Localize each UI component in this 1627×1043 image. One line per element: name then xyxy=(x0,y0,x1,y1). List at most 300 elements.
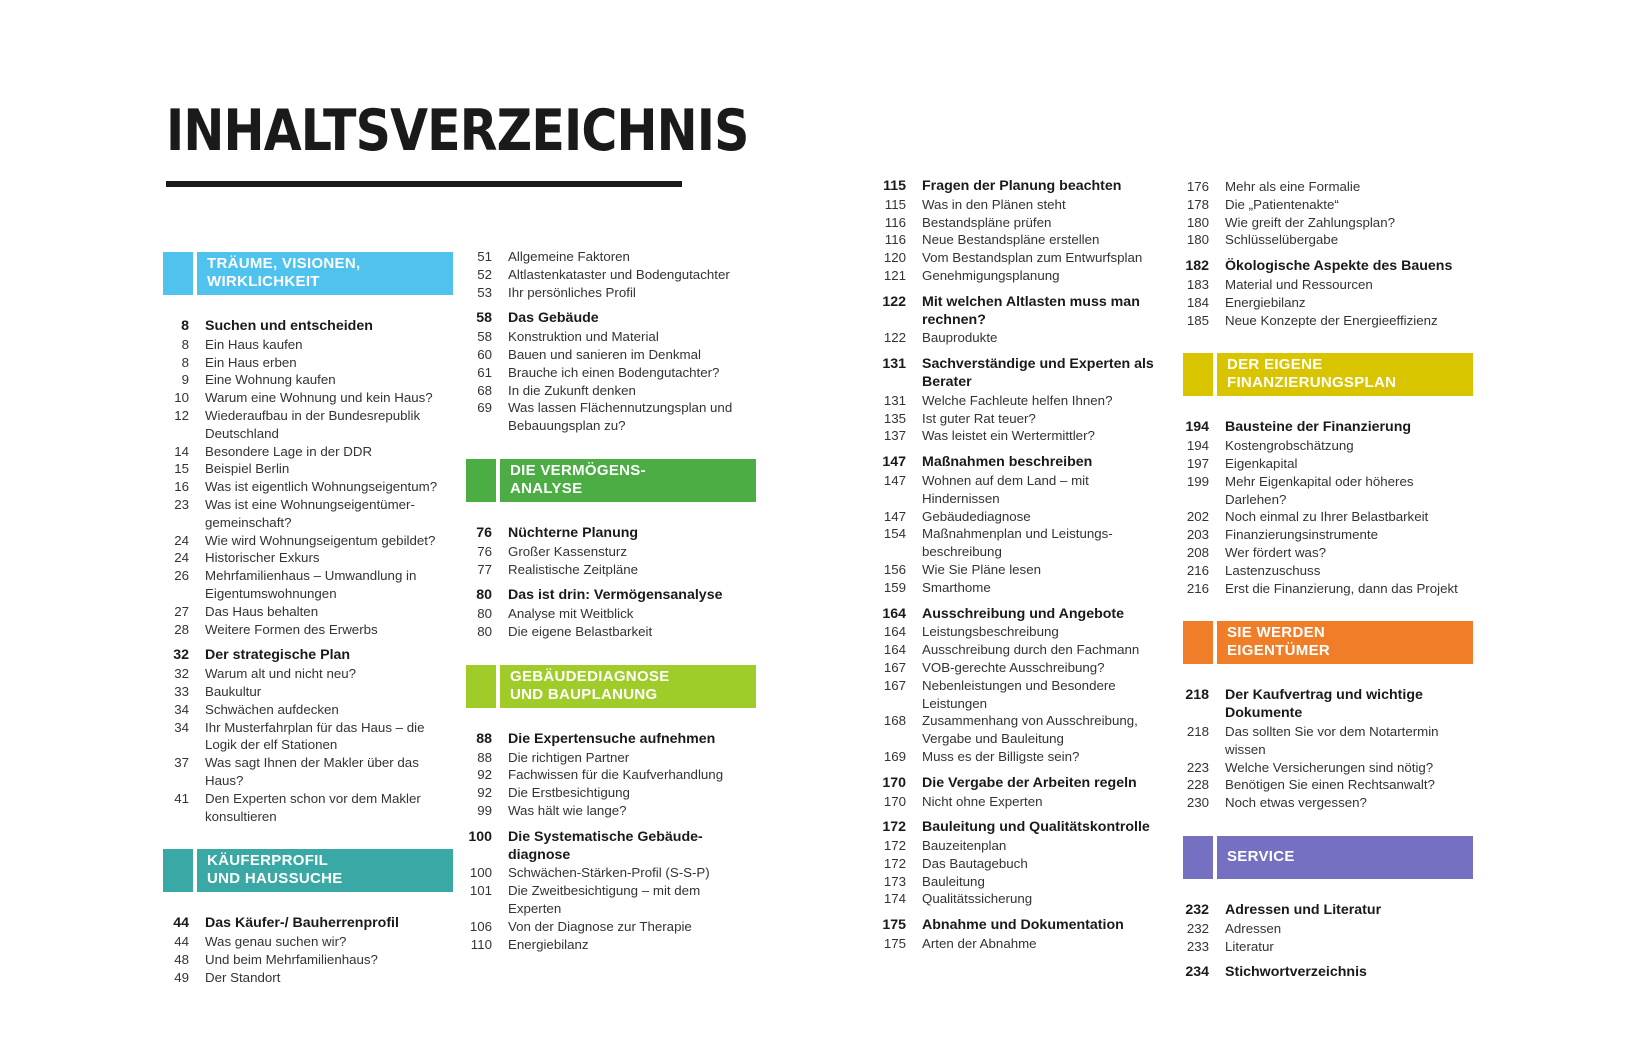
page-number: 80 xyxy=(476,587,492,604)
page-number: 176 xyxy=(1186,179,1209,194)
entry-title: Abnahme und Dokumentation xyxy=(922,917,1124,934)
toc-entry xyxy=(880,214,1170,232)
entry-title: Der Kaufvertrag und wichtige Dokumente xyxy=(1225,687,1423,722)
entry-title: Welche Fachleute helfen Ihnen? xyxy=(922,392,1113,408)
entry-title: Muss es der Billigste sein? xyxy=(922,748,1080,764)
toc-entry xyxy=(466,543,756,561)
toc-entry xyxy=(163,496,453,532)
page-number: 233 xyxy=(1186,938,1209,954)
toc-entry xyxy=(1183,455,1473,473)
page-number: 121 xyxy=(883,267,906,283)
section-header-finanzierung xyxy=(1183,353,1473,396)
entry-title: Suchen und entscheiden xyxy=(205,318,373,334)
entry-title: Realistische Zeitpläne xyxy=(508,561,639,577)
toc-group xyxy=(1183,687,1473,812)
toc-entry xyxy=(1183,178,1473,196)
page-number: 147 xyxy=(883,472,906,488)
entry-title: Das Bautagebuch xyxy=(922,855,1028,871)
toc-entry xyxy=(880,329,1170,347)
page-number: 26 xyxy=(174,568,189,584)
entry-title: Und beim Mehrfamilienhaus? xyxy=(205,951,378,967)
toc-chapter xyxy=(163,318,453,336)
page-number: 9 xyxy=(181,372,189,388)
entry-title: Schwächen-Stärken-Profil (S-S-P) xyxy=(508,865,710,881)
entry-title: Besondere Lage in der DDR xyxy=(205,443,373,459)
entry-title: Material und Ressourcen xyxy=(1225,276,1373,292)
entry-title: Warum alt und nicht neu? xyxy=(205,666,357,682)
page-number: 115 xyxy=(883,178,906,194)
page-number: 51 xyxy=(477,249,492,264)
entry-title: Die „Patientenakte“ xyxy=(1225,196,1339,212)
toc-entry xyxy=(466,936,756,954)
toc-column-2 xyxy=(466,248,756,953)
toc-entry xyxy=(880,196,1170,214)
page-number: 232 xyxy=(1186,920,1209,936)
page-number: 52 xyxy=(477,266,492,282)
toc-entry xyxy=(466,766,756,784)
page-number: 180 xyxy=(1186,214,1209,230)
section-title: SERVICE xyxy=(1217,836,1473,879)
entry-title: Gebäudediagnose xyxy=(922,508,1031,524)
toc-group xyxy=(466,587,756,640)
entry-title: In die Zukunft denken xyxy=(508,382,636,398)
toc-entry xyxy=(1183,562,1473,580)
entry-title: Wie greift der Zahlungsplan? xyxy=(1225,214,1395,230)
toc-entry xyxy=(163,336,453,354)
entry-title: Allgemeine Faktoren xyxy=(508,249,630,264)
page-number: 218 xyxy=(1185,687,1209,704)
toc-entry xyxy=(1183,759,1473,777)
page-number: 122 xyxy=(883,330,906,346)
entry-title: Bestandspläne prüfen xyxy=(922,214,1052,230)
page-number: 173 xyxy=(883,873,906,889)
entry-title: Großer Kassensturz xyxy=(508,543,627,559)
toc-chapter xyxy=(880,775,1170,793)
page-number: 32 xyxy=(173,647,189,664)
page-number: 60 xyxy=(477,346,492,362)
entry-title: Der Standort xyxy=(205,969,281,985)
page-number: 106 xyxy=(469,918,492,934)
page-number: 34 xyxy=(174,719,189,735)
page-number: 24 xyxy=(174,550,189,566)
toc-chapter xyxy=(1183,964,1473,982)
entry-title: Die Vergabe der Arbeiten regeln xyxy=(922,774,1137,791)
page-number: 122 xyxy=(882,293,906,310)
toc-entry xyxy=(466,784,756,802)
page-number: 8 xyxy=(181,336,189,352)
toc-group xyxy=(466,731,756,820)
toc-group xyxy=(1183,964,1473,982)
page-number: 23 xyxy=(174,496,189,512)
entry-title: Das sollten Sie vor dem Notartermin wissen xyxy=(1225,723,1439,757)
toc-chapter xyxy=(880,178,1170,196)
page-number: 137 xyxy=(883,428,906,444)
toc-entry xyxy=(1183,580,1473,598)
page-number: 80 xyxy=(477,623,492,639)
toc-chapter xyxy=(466,829,756,865)
toc-entry xyxy=(1183,312,1473,330)
toc-entry xyxy=(880,579,1170,597)
entry-title: Weitere Formen des Erwerbs xyxy=(205,621,378,637)
toc-chapter xyxy=(880,917,1170,935)
toc-entry xyxy=(466,918,756,936)
toc-entry xyxy=(163,951,453,969)
entry-title: Genehmigungsplanung xyxy=(922,267,1060,283)
toc-entry xyxy=(880,267,1170,285)
page-number: 49 xyxy=(174,969,189,985)
entry-title: Analyse mit Weitblick xyxy=(508,606,634,622)
section-title: DIE VERMÖGENS- ANALYSE xyxy=(500,459,756,502)
toc-entry xyxy=(1183,794,1473,812)
page-number: 32 xyxy=(174,666,189,682)
page-number: 100 xyxy=(468,828,492,845)
section-title: SIE WERDEN EIGENTÜMER xyxy=(1217,621,1473,664)
entry-title: Sachverständige und Experten als Berater xyxy=(922,356,1154,390)
entry-title: Mehrfamilienhaus – Umwandlung in Eigentumswohnungen xyxy=(205,568,417,601)
page-number: 203 xyxy=(1186,527,1209,543)
toc-group xyxy=(1183,902,1473,955)
toc-entry xyxy=(880,249,1170,267)
toc-group xyxy=(466,525,756,578)
page-number: 14 xyxy=(174,443,189,459)
entry-title: Was genau suchen wir? xyxy=(205,934,347,950)
toc-column-1 xyxy=(163,252,453,987)
entry-title: Bauleitung xyxy=(922,873,985,889)
toc-entry xyxy=(880,392,1170,410)
toc-entry xyxy=(880,748,1170,766)
title-underline xyxy=(166,181,682,187)
entry-title: Neue Bestandspläne erstellen xyxy=(922,232,1100,248)
page-number: 159 xyxy=(883,579,906,595)
toc-entry xyxy=(1183,938,1473,956)
toc-chapter xyxy=(1183,902,1473,920)
toc-chapter xyxy=(466,731,756,749)
entry-title: Was lassen Flächennutzungsplan und Bebauungsplan zu? xyxy=(508,400,733,434)
entry-title: Was hält wie lange? xyxy=(508,802,627,818)
toc-entry xyxy=(1183,473,1473,509)
entry-title: VOB-gerechte Ausschreibung? xyxy=(922,659,1105,675)
entry-title: Nicht ohne Experten xyxy=(922,793,1043,809)
toc-entry xyxy=(880,873,1170,891)
page-number: 116 xyxy=(884,214,906,230)
entry-title: Die Expertensuche aufnehmen xyxy=(508,730,716,747)
page-number: 58 xyxy=(476,310,492,327)
toc-entry xyxy=(163,969,453,987)
entry-title: Bauprodukte xyxy=(922,330,998,346)
toc-group xyxy=(1183,419,1473,597)
page-number: 174 xyxy=(883,891,906,907)
page-number: 33 xyxy=(174,683,189,699)
page-number: 100 xyxy=(469,865,492,881)
toc-chapter xyxy=(880,294,1170,330)
page-number: 58 xyxy=(477,329,492,345)
page-number: 15 xyxy=(174,461,189,477)
entry-title: Lastenzuschuss xyxy=(1225,562,1321,578)
page-number: 185 xyxy=(1186,312,1209,328)
entry-title: Bauen und sanieren im Denkmal xyxy=(508,346,701,362)
page-number: 223 xyxy=(1186,759,1209,775)
page-number: 131 xyxy=(883,392,906,408)
page-number: 218 xyxy=(1186,723,1209,739)
page-number: 44 xyxy=(174,934,189,950)
entry-title: Noch etwas vergessen? xyxy=(1225,795,1367,811)
entry-title: Benötigen Sie einen Rechtsanwalt? xyxy=(1225,777,1435,793)
page-number: 156 xyxy=(883,561,906,577)
page-number: 232 xyxy=(1185,901,1209,918)
section-header-gebaeude xyxy=(466,665,756,708)
entry-title: Kostengrobschätzung xyxy=(1225,438,1354,454)
toc-entry xyxy=(466,623,756,641)
entry-title: Die richtigen Partner xyxy=(508,749,630,765)
entry-title: Smarthome xyxy=(922,579,991,595)
entry-title: Mit welchen Altlasten muss man rechnen? xyxy=(922,293,1140,328)
entry-title: Die Zweitbesichtigung – mit dem Experten xyxy=(508,883,701,916)
page-number: 175 xyxy=(882,917,906,934)
toc-group xyxy=(163,647,453,825)
entry-title: Vom Bestandsplan zum Entwurfsplan xyxy=(922,250,1143,266)
entry-title: Nebenleistungen und Besondere Leistungen xyxy=(922,677,1116,711)
entry-title: Von der Diagnose zur Therapie xyxy=(508,918,692,934)
entry-title: Was leistet ein Wertermittler? xyxy=(922,428,1095,444)
toc-column-4 xyxy=(1183,178,1473,982)
toc-group xyxy=(466,310,756,435)
toc-group xyxy=(1183,258,1473,329)
page-title: INHALTSVERZEICHNIS xyxy=(166,98,749,164)
section-title: KÄUFERPROFIL UND HAUSSUCHE xyxy=(197,849,453,892)
entry-title: Bauleitung und Qualitätskontrolle xyxy=(922,819,1150,836)
entry-title: Brauche ich einen Bodengutachter? xyxy=(508,364,720,380)
page-number: 197 xyxy=(1186,455,1209,471)
page-number: 170 xyxy=(883,793,906,809)
page-number: 110 xyxy=(470,936,492,952)
toc-entry xyxy=(163,790,453,826)
page-number: 167 xyxy=(883,659,906,675)
page-number: 216 xyxy=(1186,562,1209,578)
page-number: 28 xyxy=(174,621,189,637)
entry-title: Schwächen aufdecken xyxy=(205,701,339,717)
toc-entry xyxy=(466,248,756,266)
page-number: 76 xyxy=(476,524,492,541)
toc-group xyxy=(880,178,1170,285)
toc-entry xyxy=(1183,437,1473,455)
toc-entry xyxy=(466,328,756,346)
section-header-kaeufer xyxy=(163,849,453,892)
page-number: 183 xyxy=(1186,276,1209,292)
page-number: 16 xyxy=(174,479,189,495)
toc-entry xyxy=(163,683,453,701)
entry-title: Arten der Abnahme xyxy=(922,936,1037,952)
toc-entry xyxy=(880,427,1170,445)
entry-title: Ihr persönliches Profil xyxy=(508,284,636,300)
entry-title: Ausschreibung durch den Fachmann xyxy=(922,642,1140,658)
page-number: 68 xyxy=(477,382,492,398)
entry-title: Energiebilanz xyxy=(508,936,589,952)
toc-entry xyxy=(163,603,453,621)
page-number: 88 xyxy=(477,749,492,765)
page-number: 101 xyxy=(469,883,492,899)
toc-entry xyxy=(163,389,453,407)
toc-entry xyxy=(1183,276,1473,294)
toc-entry xyxy=(880,623,1170,641)
toc-entry xyxy=(466,802,756,820)
entry-title: Warum eine Wohnung und kein Haus? xyxy=(205,390,433,406)
page-number: 37 xyxy=(174,755,189,771)
toc-entry xyxy=(1183,920,1473,938)
entry-title: Ökologische Aspekte des Bauens xyxy=(1225,258,1453,275)
section-header-vermoegen xyxy=(466,459,756,502)
entry-title: Schlüsselübergabe xyxy=(1225,232,1339,248)
entry-title: Die Systematische Gebäude-diagnose xyxy=(508,828,703,863)
page-number: 80 xyxy=(477,606,492,622)
page-number: 76 xyxy=(477,543,492,559)
toc-entry xyxy=(1183,196,1473,214)
toc-entry xyxy=(880,712,1170,748)
page-number: 182 xyxy=(1185,258,1209,275)
toc-entry xyxy=(1183,723,1473,759)
toc-group xyxy=(880,356,1170,445)
toc-entry xyxy=(163,371,453,389)
toc-entry xyxy=(1183,776,1473,794)
toc-chapter xyxy=(880,356,1170,392)
entry-title: Fragen der Planung beachten xyxy=(922,178,1122,194)
toc-entry xyxy=(466,749,756,767)
entry-title: Historischer Exkurs xyxy=(205,550,320,566)
toc-entry xyxy=(880,231,1170,249)
entry-title: Wie wird Wohnungseigentum gebildet? xyxy=(205,532,436,548)
toc-chapter xyxy=(1183,419,1473,437)
entry-title: Bausteine der Finanzierung xyxy=(1225,419,1412,436)
toc-entry xyxy=(163,567,453,603)
page-number: 230 xyxy=(1186,795,1209,811)
toc-entry xyxy=(466,561,756,579)
entry-title: Wiederaufbau in der Bundesrepublik Deutschland xyxy=(205,407,421,441)
toc-entry xyxy=(466,864,756,882)
toc-entry xyxy=(466,382,756,400)
section-header-service xyxy=(1183,836,1473,879)
toc-entry xyxy=(163,478,453,496)
page-number: 172 xyxy=(883,838,906,854)
toc-chapter xyxy=(880,454,1170,472)
entry-title: Wie Sie Pläne lesen xyxy=(922,561,1041,577)
page-number: 61 xyxy=(477,364,492,380)
entry-title: Adressen xyxy=(1225,920,1282,936)
entry-title: Was in den Plänen steht xyxy=(922,196,1066,212)
entry-title: Qualitätssicherung xyxy=(922,891,1033,907)
toc-group xyxy=(466,829,756,954)
section-title: TRÄUME, VISIONEN, WIRKLICHKEIT xyxy=(197,252,453,295)
entry-title: Altlastenkataster und Bodengutachter xyxy=(508,266,730,282)
page-number: 120 xyxy=(883,250,906,266)
entry-title: Wer fördert was? xyxy=(1225,544,1326,560)
toc-chapter xyxy=(1183,258,1473,276)
page-number: 172 xyxy=(883,855,906,871)
toc-entry xyxy=(880,508,1170,526)
page-number: 164 xyxy=(882,605,906,622)
page-number: 116 xyxy=(884,232,906,248)
entry-title: Die Erstbesichtigung xyxy=(508,785,630,801)
toc-entry xyxy=(1183,294,1473,312)
toc-entry xyxy=(163,719,453,755)
toc-entry xyxy=(163,532,453,550)
toc-entry xyxy=(163,443,453,461)
page-number: 77 xyxy=(477,561,492,577)
toc-group xyxy=(880,454,1170,596)
page-number: 115 xyxy=(884,196,906,212)
toc-column-3 xyxy=(880,178,1170,953)
toc-group xyxy=(880,819,1170,908)
section-title: DER EIGENE FINANZIERUNGSPLAN xyxy=(1217,353,1473,396)
page-number: 24 xyxy=(174,532,189,548)
entry-title: Konstruktion und Material xyxy=(508,329,659,345)
page-number: 12 xyxy=(174,407,189,423)
page-number: 180 xyxy=(1186,232,1209,248)
toc-group xyxy=(880,606,1170,766)
page-number: 53 xyxy=(477,284,492,300)
page-number: 131 xyxy=(882,356,906,373)
toc-entry xyxy=(163,354,453,372)
page-number: 216 xyxy=(1186,580,1209,596)
entry-title: Nüchterne Planung xyxy=(508,524,639,541)
toc-entry xyxy=(163,933,453,951)
toc-entry xyxy=(880,525,1170,561)
page-number: 167 xyxy=(883,677,906,693)
entry-title: Eine Wohnung kaufen xyxy=(205,372,336,388)
toc-entry xyxy=(880,659,1170,677)
toc-group xyxy=(880,775,1170,811)
toc-entry xyxy=(466,399,756,435)
toc-entry xyxy=(880,641,1170,659)
entry-title: Neue Konzepte der Energieeffizienz xyxy=(1225,312,1438,328)
page-number: 164 xyxy=(883,624,906,640)
toc-entry xyxy=(163,754,453,790)
toc-entry xyxy=(1183,544,1473,562)
page-number: 10 xyxy=(174,390,189,406)
entry-title: Das Gebäude xyxy=(508,310,599,327)
toc-entry xyxy=(466,284,756,302)
page-number: 69 xyxy=(477,400,492,416)
entry-title: Bauzeitenplan xyxy=(922,838,1007,854)
toc-entry xyxy=(880,855,1170,873)
page-number: 194 xyxy=(1185,419,1209,436)
section-header-traeume xyxy=(163,252,453,295)
page-number: 44 xyxy=(173,915,189,932)
toc-entry xyxy=(1183,508,1473,526)
toc-entry xyxy=(880,410,1170,428)
toc-group xyxy=(466,248,756,301)
entry-title: Finanzierungsinstrumente xyxy=(1225,527,1378,543)
toc-chapter xyxy=(880,606,1170,624)
toc-entry xyxy=(880,935,1170,953)
page-number: 147 xyxy=(882,454,906,471)
entry-title: Das Haus behalten xyxy=(205,603,319,619)
entry-title: Was ist eigentlich Wohnungseigentum? xyxy=(205,479,438,495)
entry-title: Energiebilanz xyxy=(1225,294,1306,310)
page-number: 88 xyxy=(476,730,492,747)
entry-title: Maßnahmenplan und Leistungs-beschreibung xyxy=(922,526,1113,560)
toc-group xyxy=(1183,178,1473,249)
toc-group xyxy=(880,917,1170,953)
page-number: 228 xyxy=(1186,777,1209,793)
page-number: 48 xyxy=(174,951,189,967)
entry-title: Was sagt Ihnen der Makler über das Haus? xyxy=(205,755,419,788)
entry-title: Zusammenhang von Ausschreibung, Vergabe und Bauleitung xyxy=(922,713,1138,747)
toc-entry xyxy=(466,266,756,284)
entry-title: Welche Versicherungen sind nötig? xyxy=(1225,759,1434,775)
page-number: 41 xyxy=(174,790,189,806)
entry-title: Fachwissen für die Kaufverhandlung xyxy=(508,767,724,783)
page-number: 202 xyxy=(1186,509,1209,525)
entry-title: Ist guter Rat teuer? xyxy=(922,410,1036,426)
